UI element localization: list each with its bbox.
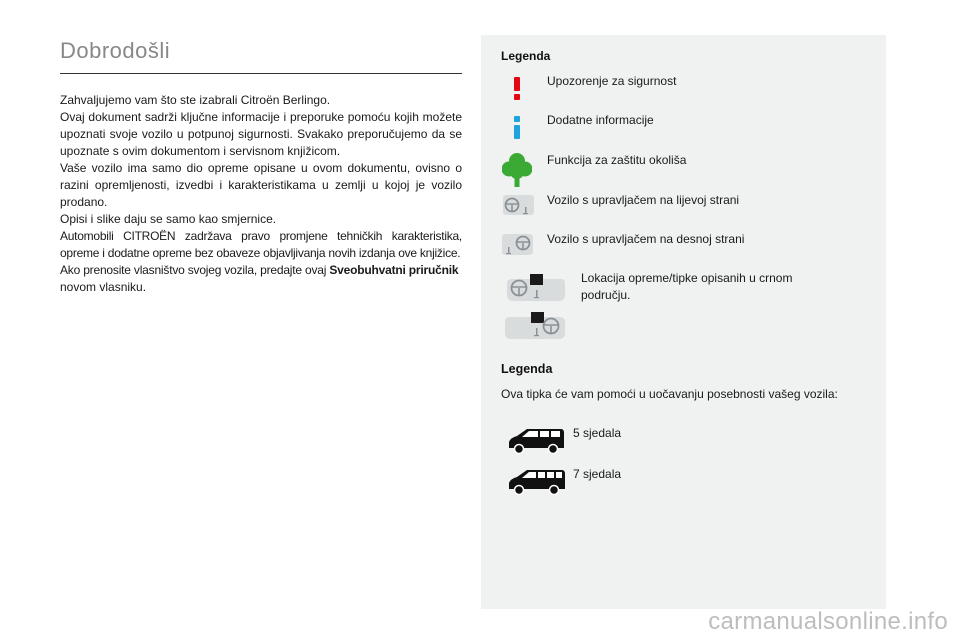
- info-icon: [509, 116, 525, 140]
- right-hand-drive-icon: [501, 231, 535, 259]
- intro-paragraph: Zahvaljujemo vam što ste izabrali Citroën Berlingo.: [60, 93, 331, 107]
- legend-heading: Legenda: [501, 49, 551, 63]
- intro-paragraph: novom vlasniku.: [60, 280, 147, 294]
- legend-label: 5 sjedala: [573, 426, 622, 440]
- page-title: Dobrodošli: [60, 38, 171, 63]
- legend-description: Ova tipka će vam pomoći u uočavanju posebnosti vašeg vozila:: [501, 387, 838, 401]
- left-hand-drive-icon: [501, 192, 535, 218]
- legend-label: Dodatne informacije: [547, 113, 654, 127]
- title-divider: [60, 73, 462, 74]
- tree-icon: [502, 152, 532, 188]
- intro-text: [60, 92, 462, 296]
- intro-paragraph: Opisi i slike daju se samo kao smjernice.: [60, 212, 277, 226]
- legend-label: Lokacija opreme/tipke opisanih u crnom području.: [581, 271, 793, 302]
- van-7-seats-icon: [505, 466, 567, 496]
- legend-label: Upozorenje za sigurnost: [547, 74, 677, 88]
- legend-panel: [481, 35, 886, 609]
- manual-name: Sveobuhvatni priručnik: [329, 263, 459, 277]
- intro-paragraph: [60, 262, 462, 279]
- dashboard-location-icon: [503, 271, 567, 303]
- legend-heading-2: Legenda: [501, 362, 553, 376]
- legend-label: 7 sjedala: [573, 467, 622, 481]
- intro-paragraph: Ovaj dokument sadrži ključne informacije i preporuke pomoću kojih možete upoznati svoje vozilo u potpunoj sigurnosti. Svakako preporučujemo da se upoznate s ovim dokumentom i servisnom knjižicom.: [60, 110, 462, 158]
- legend-label: Funkcija za zaštitu okoliša: [547, 153, 687, 167]
- legend-label: Vozilo s upravljačem na lijevoj strani: [547, 193, 740, 207]
- warning-icon: [509, 77, 525, 101]
- dashboard-location-rhd-icon: [503, 309, 569, 341]
- intro-paragraph: Automobili CITROËN zadržava pravo promjene tehničkih karakteristika, opreme i dodatne opreme bez obaveze objavljivanja novih izdanja ove knjižice.: [60, 229, 462, 260]
- intro-paragraph: Vaše vozilo ima samo dio opreme opisane u ovom dokumentu, ovisno o razini opremljenosti, izvedbi i karakteristikama u zemlji u kojoj je vozilo prodano.: [60, 161, 462, 209]
- intro-last-prefix: Ako prenosite vlasništvo svojeg vozila, predajte ovaj: [60, 263, 330, 277]
- van-5-seats-icon: [505, 425, 567, 455]
- legend-label: Vozilo s upravljačem na desnoj strani: [547, 232, 745, 246]
- watermark: carmanualsonline.info: [708, 608, 948, 635]
